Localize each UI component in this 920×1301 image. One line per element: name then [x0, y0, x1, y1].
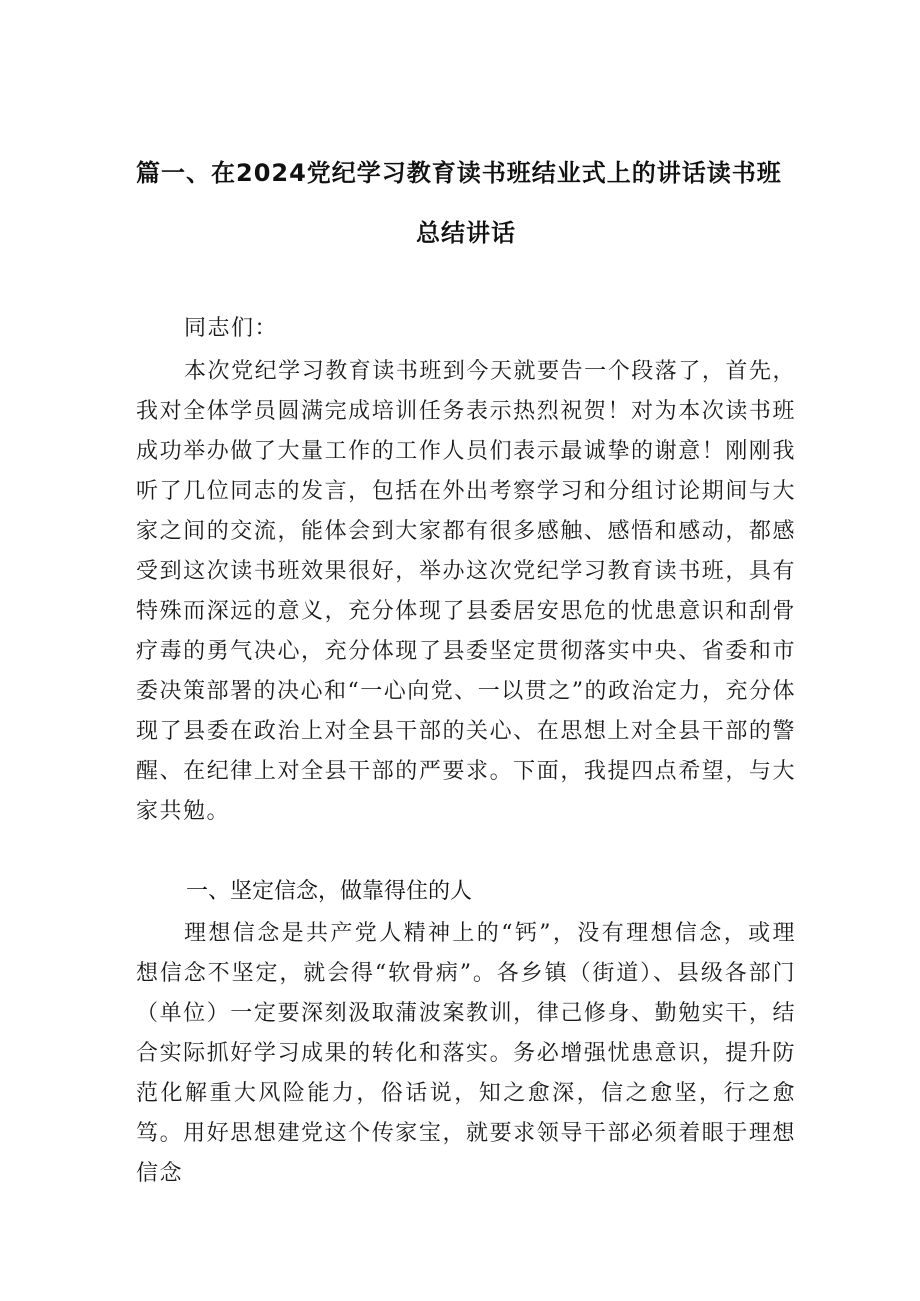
salutation: 同志们： — [184, 316, 279, 341]
document-title-line-2: 总结讲话 — [416, 219, 516, 247]
section-heading-1: 一、坚定信念，做靠得住的人 — [186, 879, 473, 904]
document-title-line-1: 篇一、在2024党纪学习教育读书班结业式上的讲话读书班 — [136, 159, 782, 187]
paragraph-1: 本次党纪学习教育读书班到今天就要告一个段落了，首先，我对全体学员圆满完成培训任务表示热烈祝贺！对为本次读书班成功举办做了大量工作的工作人员们表示最诚挚的谢意！刚刚我听了几位同志的发言，包括在外出考察学习和分组讨论期间与大家之间的交流，能体会到大家都有很多感触、感悟和感动，都感受到这次读书班效果很好，举办这次党纪学习教育读书班，具有特殊而深远的意义，充分体现了县委居安思危的忧患意识和刮骨疗毒的勇气决心，充分体现了县委坚定贯彻落实中央、省委和市委决策部署的决心和“一心向党、一以贯之”的政治定力，充分体现了县委在政治上对全县干部的关心、在思想上对全县干部的警醒、在纪律上对全县干部的严要求。下面，我提四点希望，与大家共勉。 — [136, 359, 796, 824]
paragraph-2: 理想信念是共产党人精神上的“钙”，没有理想信念，或理想信念不坚定，就会得“软骨病”。各乡镇（街道）、县级各部门（单位）一定要深刻汲取蒲波案教训，律己修身、勤勉实干，结合实际抓好学习成果的转化和落实。务必增强忧患意识，提升防范化解重大风险能力，俗话说，知之愈深，信之愈坚，行之愈笃。用好思想建党这个传家宝，就要求领导干部必须着眼于理想信念 — [136, 921, 796, 1186]
